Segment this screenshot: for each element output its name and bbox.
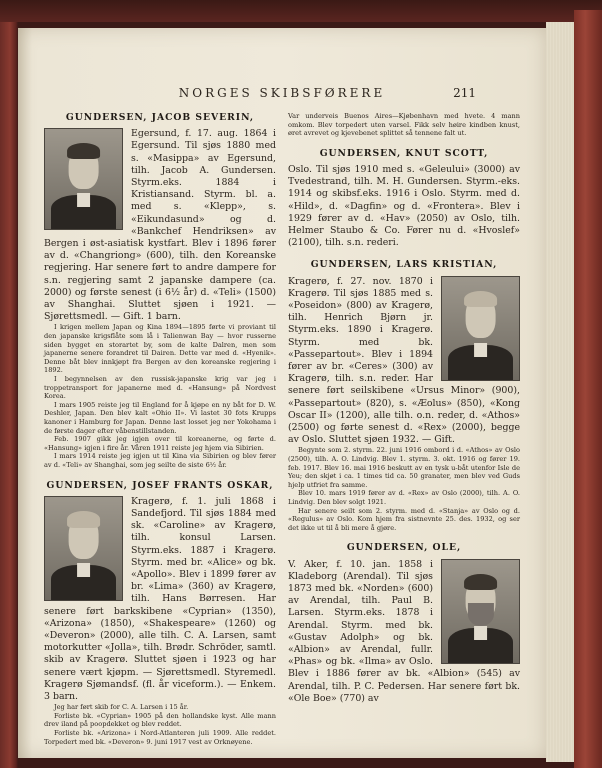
entry-heading-josef-frants-oskar: GUNDERSEN, JOSEF FRANTS OSKAR, bbox=[46, 479, 274, 491]
entry-note: Forliste bk. «Cyprian» 1905 på den hollandske kyst. Alle mann drev iland på poopdekket og blev reddet. bbox=[44, 711, 276, 729]
portrait-photo-jacob-severin bbox=[44, 128, 123, 230]
entry-heading-lars-kristian: GUNDERSEN, LARS KRISTIAN, bbox=[310, 259, 498, 271]
book-cover-right bbox=[574, 10, 602, 768]
entry-body-josef-frants-oskar: Kragerø, f. 1. juli 1868 i Sandefjord. Til sjøs 1884 med sk. «Caroline» av Kragerø, tilh. konsul Larsen. Styrm.eks. 1887 i Kragerø. Styrm. med br. «Alice» og bk. «Apollo». Blev i 1899 fører av br. «Lima» (360) av Kragerø, tilh. Hans Børresen. Har senere ført barkskibene «Cyprian» (1350), «Arizona» (1850), «Shakespeare» (1260) og «Deveron» (2000), alle tilh. C. A. Larsen, samt motorkutter «Jolla», tilh. Brødr. Schröder, samtl. skib av Kragerø. Sluttet sjøen i 1923 og har senere vært kjøpm. — Sjørettsmedl. Styremedl. Kragerø Sjømandsf. (fl. år viceform.). — Enkem. 3 barn. bbox=[44, 495, 276, 702]
entry-body-knut-scott: Oslo. Til sjøs 1910 med s. «Geleului» (3000) av Tvedestrand, tilh. M. H. Gundersen. Styrm.-eks. 1914 og skibsf.eks. 1916 i Oslo. Styrm. med d. «Hild», d. «Dagfin» og d. «Frontera». Blev i 1929 fører av d. «Hav» (2050) av Oslo, tilh. Helmer Staubo & Co. Fører nu d. «Hvoslef» (2100), tilh. s.n. rederi. bbox=[288, 163, 520, 249]
entry-note: Begynte som 2. styrm. 22. juni 1916 ombord i d. «Athos» av Oslo (2500), tilh. A. O. Lindvig. Blev 1. styrm. 3. okt. 1916 og fører 19. feb. 1917. Blev 16. mai 1916 beskutt av en tysk u-båt utenfor Isle de Yeu; den skjøt i ca. 1 times tid ca. 50 granater, men blev ved Guds hjelp utfriet fra samme. bbox=[288, 446, 520, 489]
entry-note: I begynnelsen av den russisk-japanske krig var jeg i troppetransport for japanerne med d. «Hansung» på Nordvest Korea. bbox=[44, 375, 276, 401]
entry-note: Blev 10. mars 1919 fører av d. «Rex» av Oslo (2000), tilh. A. O. Lindvig. Den blev solgt 1921. bbox=[288, 489, 520, 507]
entry-note: Forliste bk. «Arizona» i Nord-Atlanteren juli 1909. Alle reddet. Torpedert med bk. «Deveron» 9. juni 1917 vest av Orknøyene. bbox=[44, 728, 276, 746]
portrait-photo-lars-kristian bbox=[441, 276, 520, 381]
entry-heading-ole: GUNDERSEN, OLE, bbox=[346, 542, 462, 554]
book-cover-top bbox=[0, 0, 602, 22]
entry-body-lars-kristian: Kragerø, f. 27. nov. 1870 i Kragerø. Til sjøs 1885 med s. «Poseidon» (800) av Kragerø, tilh. Henrich Bjørn jr. Styrm.eks. 1890 i Kragerø. Styrm. med bk. «Passepartout». Blev i 1894 fører av br. «Ceres» (300) av Kragerø, tilh. s.n. reder. Har senere ført seilskibene «Ursus Minor» (900), «Passepartout» (820), s. «Æolus» (850), «Kong Oscar II» (1200), alle tilh. o.n. reder, d. «Athos» (2500) og førte senest d. «Rex» (2000), begge av Oslo. Sluttet sjøen 1932. — Gift. bbox=[288, 275, 520, 446]
entry-heading-knut-scott: GUNDERSEN, KNUT SCOTT, bbox=[319, 147, 489, 159]
entry-note: I mars 1905 reiste jeg til England for å kjøpe en ny båt for D. W. Deshler, Japan. Den blev kalt «Ohio II». Vi lastet 30 fots Krupps kanoner i Hamburg for Japan. Denne last losset jeg ner Yokohama i de første dager efter våbenstillstanden. bbox=[44, 400, 276, 435]
page-edges bbox=[546, 22, 574, 762]
right-column bbox=[288, 112, 520, 705]
book-page bbox=[18, 28, 546, 758]
entry-note: Feb. 1907 gikk jeg igjen over til koreanerne, og førte d. «Hansung» igjen i fire år. Våren 1911 reiste jeg hjem via Sibirien. bbox=[44, 435, 276, 452]
entry-body-ole: V. Aker, f. 10. jan. 1858 i Kladeborg (Arendal). Til sjøs 1873 med bk. «Norden» (600) av Arendal, tilh. Paul B. Larsen. Styrm.eks. 1878 i Arendal. Styrm. med bk. «Gustav Adolph» og bk. «Albion» av Arendal, fullr. «Phas» og bk. «Ilma» av Oslo. Blev i 1886 fører av bk. «Albion» (545) av Arendal, tilh. P. C. Pedersen. Har senere ført bk. «Ole Boe» (770) av bbox=[288, 558, 520, 704]
entry-body-jacob-severin: Egersund, f. 17. aug. 1864 i Egersund. Til sjøs 1880 med s. «Masippa» av Egersund, tilh. Jacob A. Gundersen. Styrm.eks. 1884 i Kristiansand. Styrm. bl. a. med s. «Klepp», s. «Eikundasund» og d. «Bankchef Hendriksen» av Bergen i øst-asiatisk kystfart. Blev i 1896 fører av d. «Changriong» (600), tilh. den Koreanske regjering. Har senere ført to andre dampere for s.n. regjering samt 2 japanske dampere (ca. 2000) og første senest (i 6½ år) d. «Teli» (1500) av Shanghai. Sluttet sjøen i 1921. — Sjørettsmedl. — Gift. 1 barn. bbox=[44, 128, 276, 323]
running-title: NORGES SKIBSFØRERE bbox=[178, 86, 386, 100]
entry-note: I mars 1914 reiste jeg igjen ut til Kina via Sibirien og blev fører av d. «Teli» av Shanghai, som jeg seilte de siste 6½ år. bbox=[44, 452, 276, 469]
portrait-photo-josef-frants-oskar bbox=[44, 496, 123, 601]
entry-heading-jacob-severin: GUNDERSEN, JACOB SEVERIN, bbox=[65, 112, 255, 123]
entry-note: Har senere seilt som 2. styrm. med d. «Stanja» av Oslo og d. «Regulus» av Oslo. Kom hjem fra sistnevnte 25. des. 1932, og ser det ikke ut til å bli mere å gjøre. bbox=[288, 506, 520, 532]
continued-note: Var underveis Buenos Aires—Kjøbenhavn med hvete. 4 mann omkom. Blev torpedert uten varsel. Fikk selv høire kindben knust, øret avrevet og kjevebenet splittet så tennene falt ut. bbox=[288, 112, 520, 138]
left-column bbox=[44, 112, 276, 746]
entry-note: I krigen mellem Japan og Kina 1894—1895 førte vi proviant til den japanske krigsflåte som lå i Talienwan Bay — hvor russerne siden bygget en storartet by, som de kalte Dalren, men som japanerne senere forandret til Dairen. Dette var med d. «Hyenik». Denne båt blev innkjøpt fra Bergen av den koreanske regjering i 1892. bbox=[44, 323, 276, 375]
page-header bbox=[18, 86, 546, 104]
page-number: 211 bbox=[453, 86, 476, 100]
entry-note: Jeg har ført skib for C. A. Larsen i 15 år. bbox=[54, 703, 189, 712]
portrait-photo-ole bbox=[441, 559, 520, 664]
